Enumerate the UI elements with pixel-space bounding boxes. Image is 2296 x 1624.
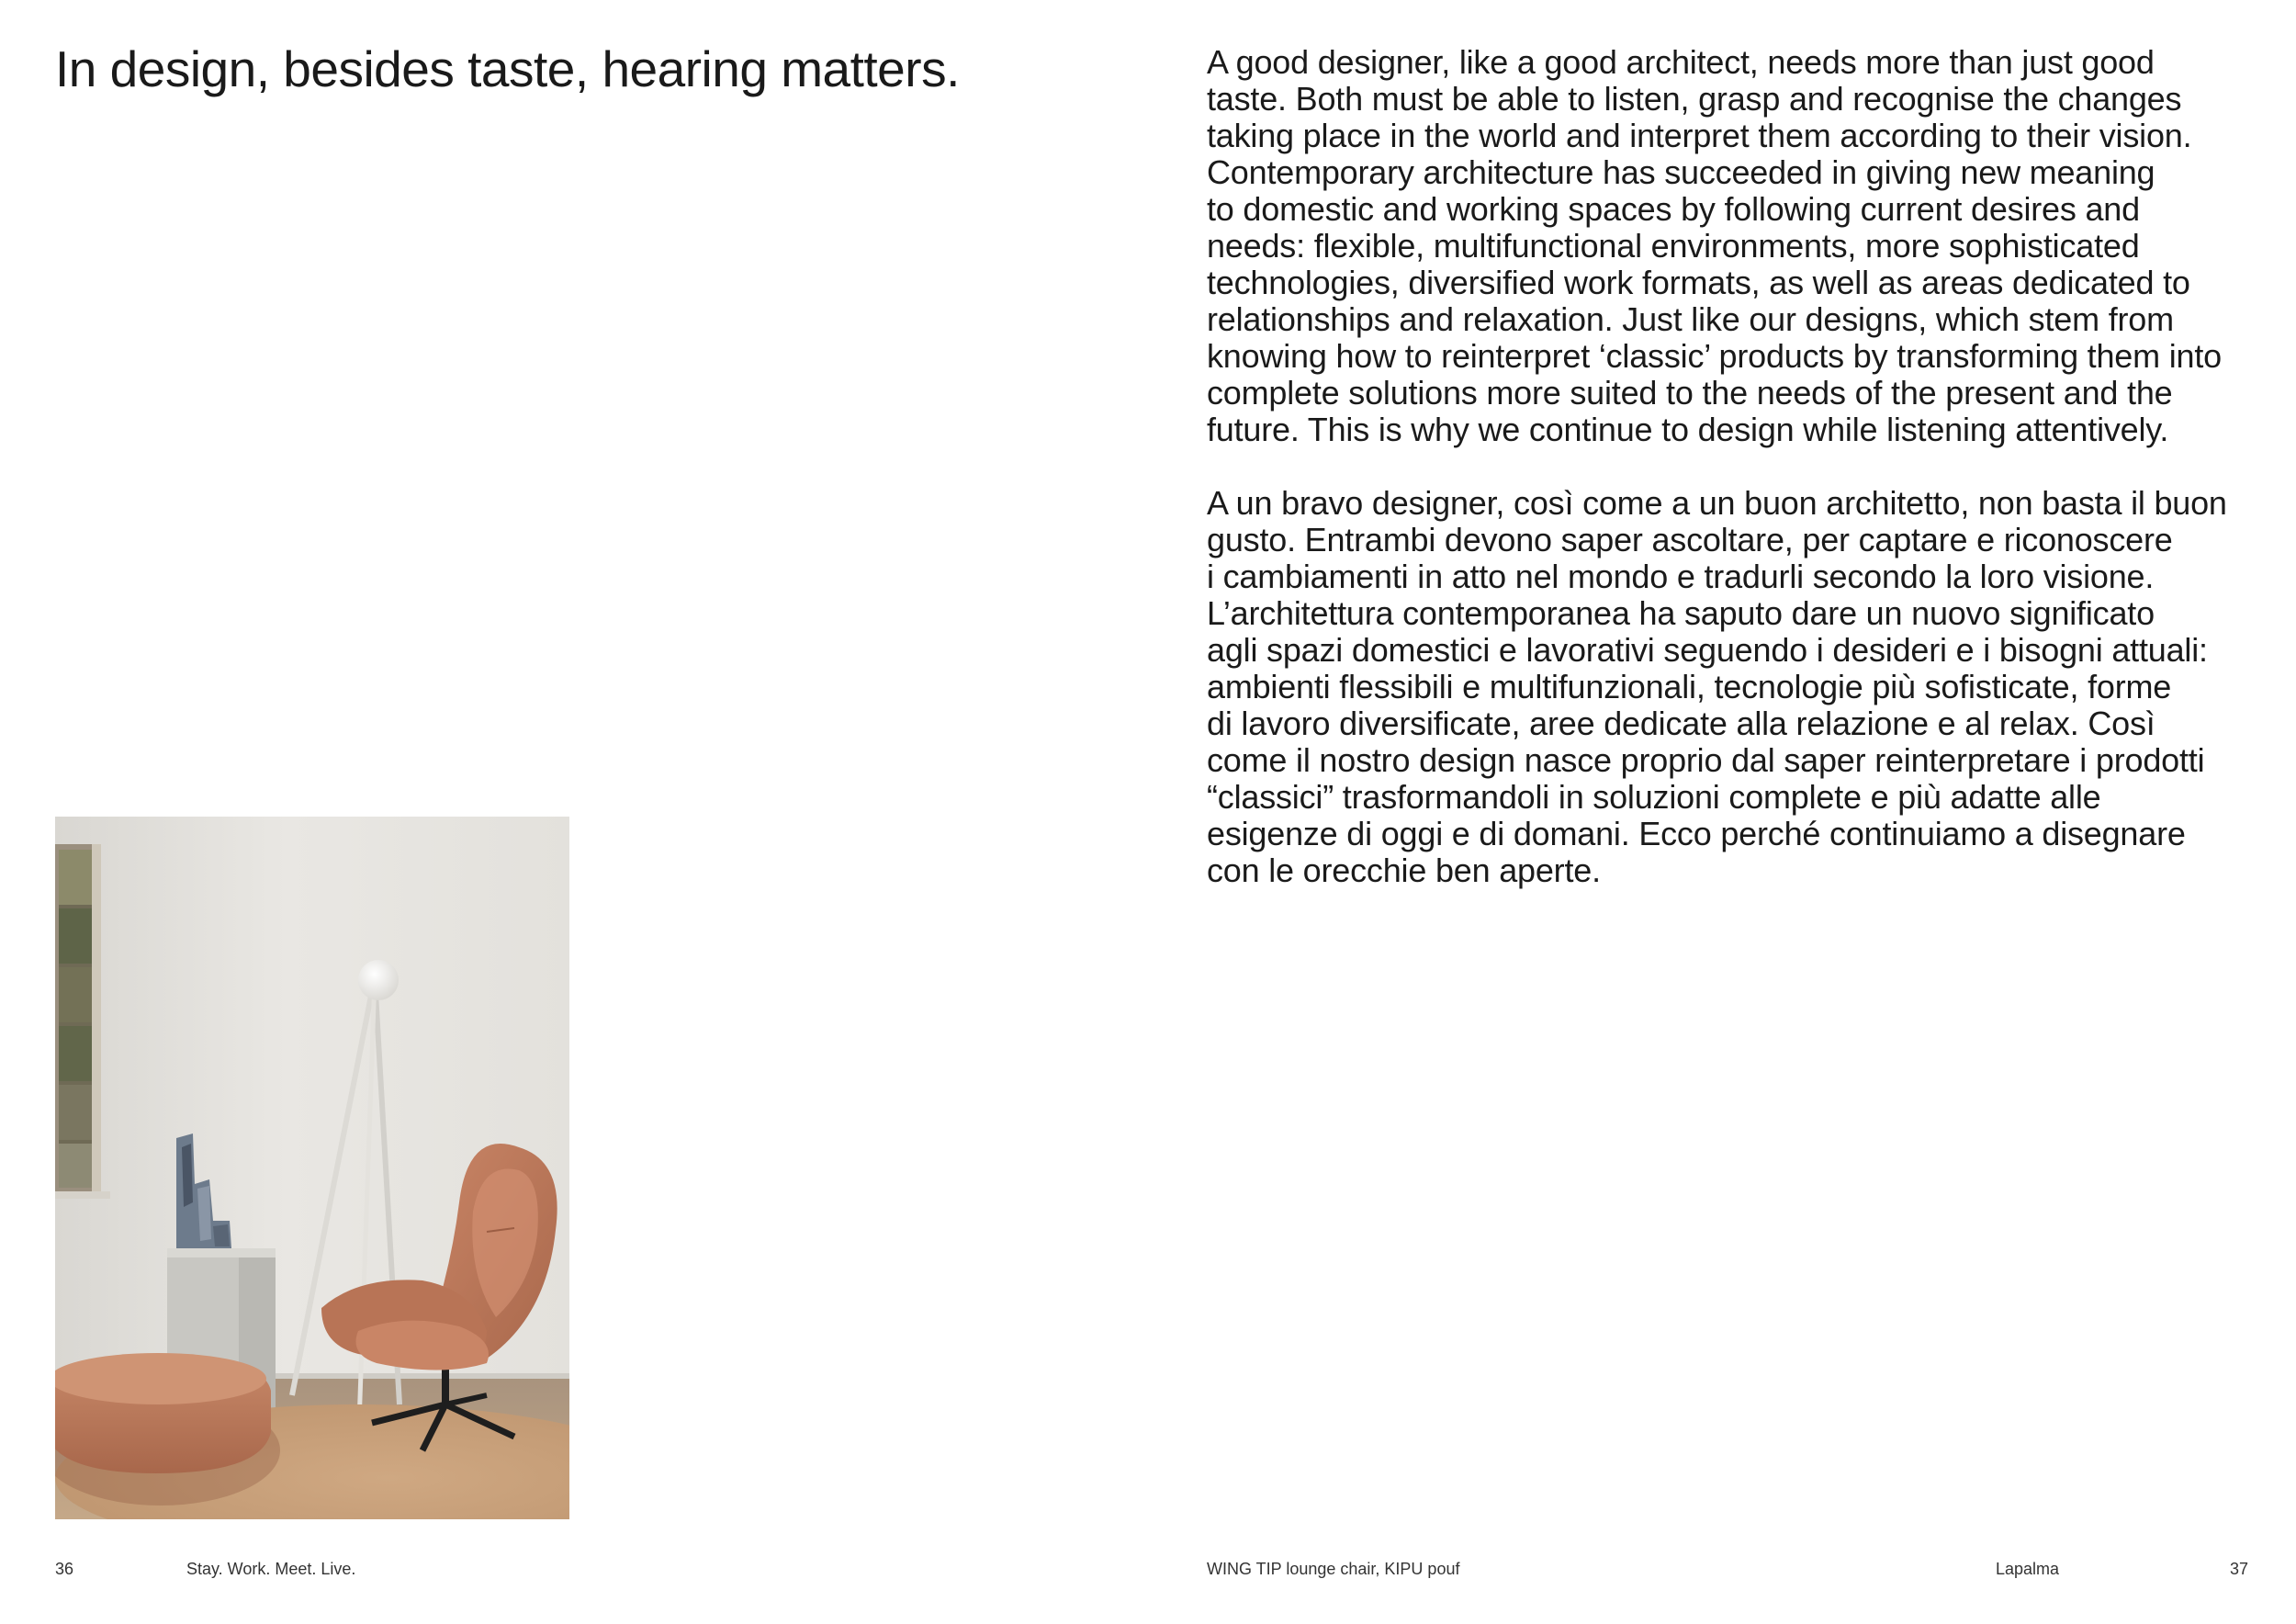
text-line: needs: flexible, multifunctional environments, more sophisticated (1207, 227, 2140, 265)
text-line: agli spazi domestici e lavorativi seguendo i desideri e i bisogni attuali: (1207, 631, 2208, 669)
text-line: taste. Both must be able to listen, grasp and recognise the changes (1207, 80, 2182, 118)
page-number-left: 36 (55, 1560, 74, 1578)
text-line: to domestic and working spaces by following current desires and (1207, 190, 2140, 228)
body-paragraph-italian (1207, 485, 2263, 889)
lounge-chair-photo (55, 817, 569, 1519)
text-line: taking place in the world and interpret them according to their vision. (1207, 117, 2192, 154)
photo-caption: WING TIP lounge chair, KIPU pouf (1207, 1560, 1460, 1578)
text-line: come il nostro design nasce proprio dal saper reinterpretare i prodotti (1207, 741, 2205, 779)
text-line: L’architettura contemporanea ha saputo dare un nuovo significato (1207, 594, 2155, 632)
text-line: knowing how to reinterpret ‘classic’ products by transforming them into (1207, 337, 2222, 375)
running-title: Stay. Work. Meet. Live. (186, 1560, 356, 1578)
text-line: esigenze di oggi e di domani. Ecco perché continuiamo a disegnare (1207, 815, 2186, 852)
text-line: relationships and relaxation. Just like our designs, which stem from (1207, 300, 2174, 338)
text-line: con le orecchie ben aperte. (1207, 851, 1601, 889)
text-line: A un bravo designer, così come a un buon architetto, non basta il buon (1207, 484, 2227, 522)
page-number-right: 37 (2230, 1560, 2249, 1578)
text-line: i cambiamenti in atto nel mondo e tradurli secondo la loro visione. (1207, 558, 2155, 595)
text-line: ambienti flessibili e multifunzionali, tecnologie più sofisticate, forme (1207, 668, 2172, 705)
pouf (55, 1353, 280, 1506)
brand-name: Lapalma (1996, 1560, 2060, 1578)
page-headline: In design, besides taste, hearing matters. (55, 40, 960, 97)
text-line: di lavoro diversificate, aree dedicate alla relazione e al relax. Così (1207, 705, 2155, 742)
text-line: technologies, diversified work formats, as well as areas dedicated to (1207, 264, 2190, 301)
text-line: A good designer, like a good architect, needs more than just good (1207, 43, 2155, 81)
text-line: Contemporary architecture has succeeded in giving new meaning (1207, 153, 2155, 191)
text-line: “classici” trasformandoli in soluzioni complete e più adatte alle (1207, 778, 2101, 816)
text-line: gusto. Entrambi devono saper ascoltare, per captare e riconoscere (1207, 521, 2173, 558)
text-line: complete solutions more suited to the needs of the present and the (1207, 374, 2173, 412)
body-paragraph-english (1207, 44, 2263, 448)
text-line: future. This is why we continue to design while listening attentively. (1207, 411, 2169, 448)
